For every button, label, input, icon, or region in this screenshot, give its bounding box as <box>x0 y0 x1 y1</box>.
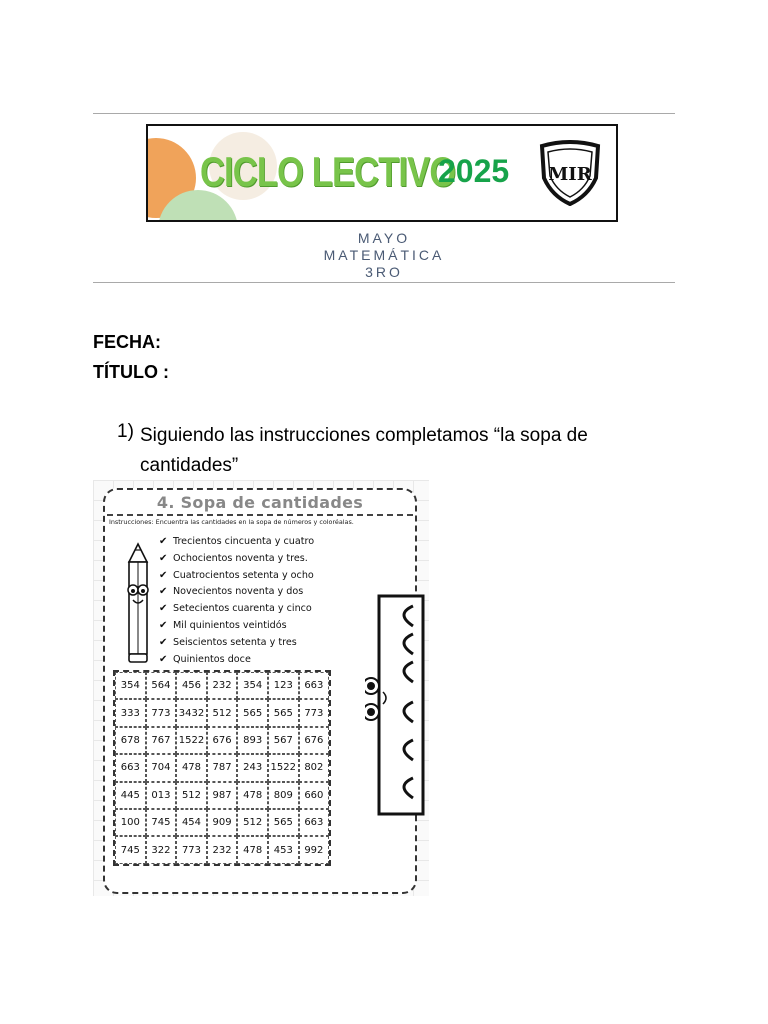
question-text: Siguiendo las instrucciones completamos “la sopa de cantidades” <box>140 425 588 476</box>
grid-cell: 322 <box>146 836 177 863</box>
list-item: ✔ Trecientos cincuenta y cuatro <box>159 534 314 551</box>
grid-cell: 512 <box>237 809 268 836</box>
grid-cell: 787 <box>207 754 238 781</box>
number-grid <box>113 670 331 866</box>
grid-cell: 663 <box>299 672 330 699</box>
grid-cell: 445 <box>115 782 146 809</box>
list-item: ✔ Mil quinientos veintidós <box>159 618 314 635</box>
grid-cell: 676 <box>207 727 238 754</box>
grid-cell: 773 <box>299 699 330 726</box>
grid-cell: 512 <box>176 782 207 809</box>
grid-cell: 678 <box>115 727 146 754</box>
grid-cell: 663 <box>115 754 146 781</box>
worksheet-image <box>93 480 429 896</box>
header-month: MAYO <box>357 230 411 246</box>
title-divider <box>107 514 413 516</box>
worksheet-title: 4. Sopa de cantidades <box>156 493 364 512</box>
grid-cell: 232 <box>207 836 238 863</box>
check-icon: ✔ <box>159 619 168 631</box>
grid-cell: 565 <box>237 699 268 726</box>
grid-cell: 704 <box>146 754 177 781</box>
header-subject: MATEMÁTICA <box>323 247 445 263</box>
check-icon: ✔ <box>159 636 168 648</box>
banner-title: CICLO LECTIVO <box>200 148 456 195</box>
check-icon: ✔ <box>159 586 168 598</box>
grid-row <box>115 672 329 699</box>
grid-cell: 660 <box>299 782 330 809</box>
banner-year: 2025 <box>438 153 510 189</box>
top-rule <box>93 113 675 114</box>
grid-cell: 456 <box>176 672 207 699</box>
grid-cell: 564 <box>146 672 177 699</box>
grid-cell: 676 <box>299 727 330 754</box>
grid-cell: 453 <box>268 836 299 863</box>
grid-cell: 745 <box>115 836 146 863</box>
grid-cell: 123 <box>268 672 299 699</box>
grid-cell: 663 <box>299 809 330 836</box>
grid-cell: 809 <box>268 782 299 809</box>
grid-cell: 243 <box>237 754 268 781</box>
grid-row <box>115 699 329 726</box>
grid-cell: 1522 <box>268 754 299 781</box>
grid-cell: 1522 <box>176 727 207 754</box>
grid-cell: 767 <box>146 727 177 754</box>
check-icon: ✔ <box>159 569 168 581</box>
bottom-rule <box>93 282 675 283</box>
banner <box>146 124 618 222</box>
grid-cell: 232 <box>207 672 238 699</box>
crest-letters: MIR <box>548 164 592 185</box>
grid-cell: 565 <box>268 699 299 726</box>
check-icon: ✔ <box>159 603 168 615</box>
grid-cell: 512 <box>207 699 238 726</box>
grid-cell: 802 <box>299 754 330 781</box>
grid-cell: 013 <box>146 782 177 809</box>
grid-cell: 354 <box>115 672 146 699</box>
grid-cell: 987 <box>207 782 238 809</box>
grid-cell: 773 <box>176 836 207 863</box>
titulo-label: TÍTULO : <box>93 362 169 382</box>
check-icon: ✔ <box>159 653 168 665</box>
pencil-character-icon <box>121 542 155 666</box>
check-icon: ✔ <box>159 536 168 547</box>
grid-row <box>115 782 329 809</box>
grid-cell: 745 <box>146 809 177 836</box>
grid-cell: 893 <box>237 727 268 754</box>
grid-cell: 333 <box>115 699 146 726</box>
worksheet-instructions: Instrucciones: Encuentra las cantidades en la sopa de números y coloréalas. <box>109 518 354 526</box>
grid-row <box>115 836 329 863</box>
check-icon: ✔ <box>159 552 168 564</box>
grid-row <box>115 809 329 836</box>
grid-cell: 478 <box>237 782 268 809</box>
grid-cell: 3432 <box>176 699 207 726</box>
grid-cell: 773 <box>146 699 177 726</box>
list-item: ✔ Novecientos noventa y dos <box>159 584 314 601</box>
worksheet-item-list <box>159 534 314 668</box>
fecha-label: FECHA: <box>93 332 161 352</box>
grid-cell: 992 <box>299 836 330 863</box>
list-item: ✔ Cuatrocientos setenta y ocho <box>159 568 314 585</box>
grid-cell: 478 <box>176 754 207 781</box>
tube-character-icon <box>365 592 429 822</box>
list-item: ✔ Setecientos cuarenta y cinco <box>159 601 314 618</box>
grid-cell: 100 <box>115 809 146 836</box>
grid-row <box>115 727 329 754</box>
question-number: 1) <box>117 421 134 442</box>
grid-cell: 567 <box>268 727 299 754</box>
list-item: ✔ Ochocientos noventa y tres. <box>159 551 314 568</box>
grid-cell: 565 <box>268 809 299 836</box>
grid-cell: 354 <box>237 672 268 699</box>
grid-cell: 909 <box>207 809 238 836</box>
grid-row <box>115 754 329 781</box>
grid-cell: 454 <box>176 809 207 836</box>
list-item: ✔ Seiscientos setenta y tres <box>159 635 314 652</box>
list-item: ✔ Quinientos doce <box>159 652 314 669</box>
header-grade: 3RO <box>365 264 403 280</box>
crest-icon <box>538 140 602 206</box>
grid-cell: 478 <box>237 836 268 863</box>
